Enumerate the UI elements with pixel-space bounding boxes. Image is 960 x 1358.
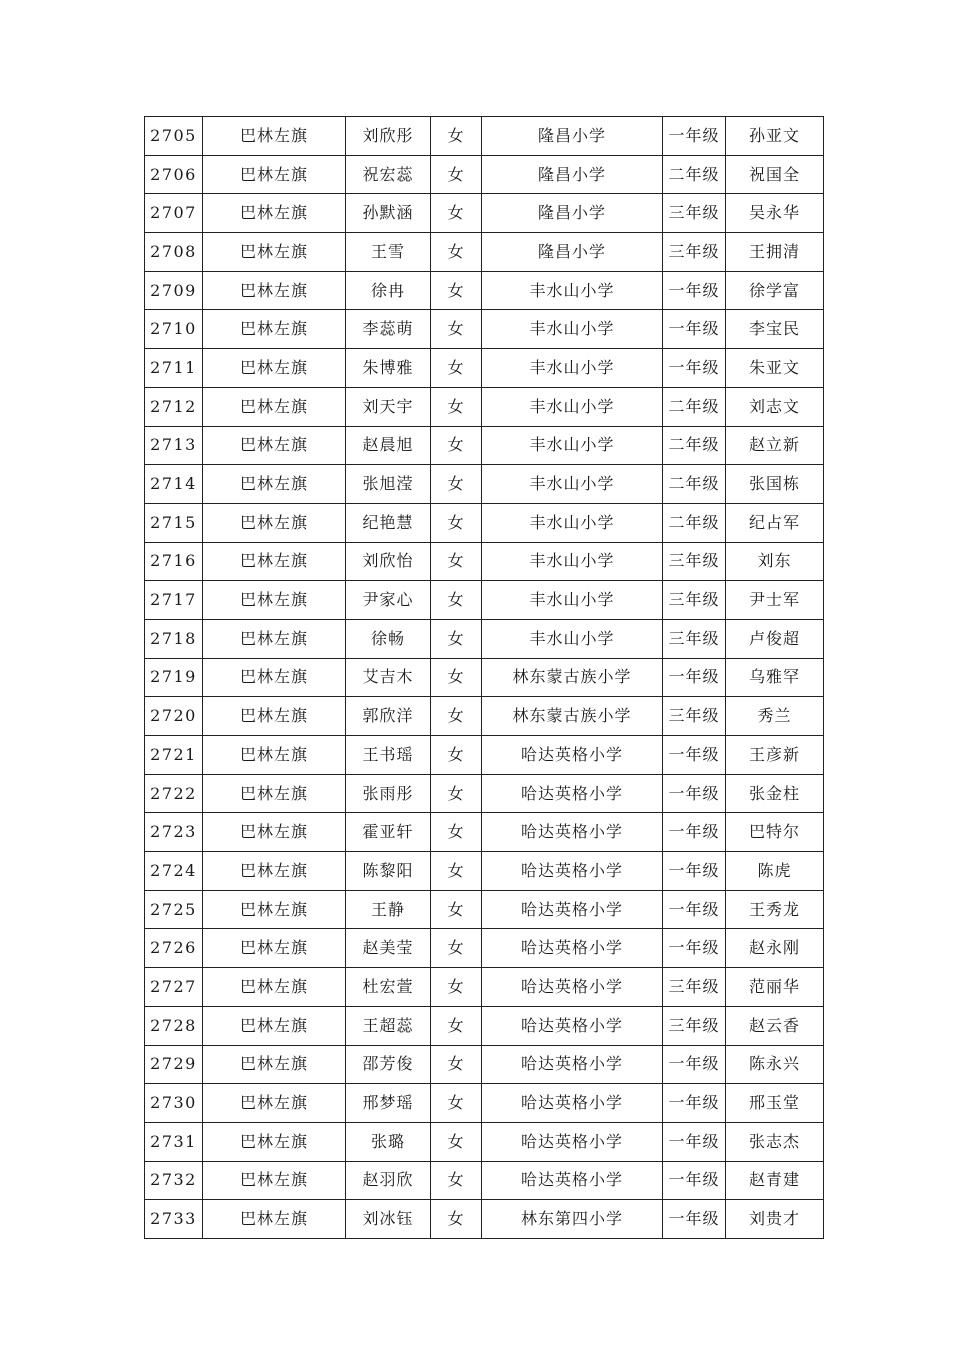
row-number: 2730 [145,1084,203,1123]
table-row [145,387,824,426]
table-row [145,1200,824,1239]
roster-table [144,116,824,1239]
grade-cell: 三年级 [663,1006,726,1045]
student-name-cell: 孙默涵 [346,194,431,233]
table-row [145,968,824,1007]
region-cell: 巴林左旗 [203,542,346,581]
school-cell: 丰水山小学 [482,271,663,310]
grade-cell: 一年级 [663,1161,726,1200]
table-row [145,155,824,194]
region-cell: 巴林左旗 [203,697,346,736]
table-row [145,426,824,465]
grade-cell: 一年级 [663,774,726,813]
grade-cell: 一年级 [663,736,726,775]
row-number: 2732 [145,1161,203,1200]
student-name-cell: 李蕊萌 [346,310,431,349]
region-cell: 巴林左旗 [203,349,346,388]
student-name-cell: 陈黎阳 [346,852,431,891]
grade-cell: 一年级 [663,929,726,968]
table-row [145,349,824,388]
student-name-cell: 张雨彤 [346,774,431,813]
region-cell: 巴林左旗 [203,465,346,504]
parent-name-cell: 秀兰 [726,697,824,736]
school-cell: 丰水山小学 [482,349,663,388]
row-number: 2716 [145,542,203,581]
student-name-cell: 徐畅 [346,619,431,658]
parent-name-cell: 王拥清 [726,233,824,272]
grade-cell: 二年级 [663,465,726,504]
school-cell: 哈达英格小学 [482,1006,663,1045]
gender-cell: 女 [431,155,482,194]
table-row [145,929,824,968]
student-name-cell: 张璐 [346,1122,431,1161]
student-name-cell: 刘天宇 [346,387,431,426]
gender-cell: 女 [431,929,482,968]
table-row [145,1006,824,1045]
grade-cell: 二年级 [663,503,726,542]
grade-cell: 三年级 [663,619,726,658]
student-name-cell: 朱博雅 [346,349,431,388]
grade-cell: 一年级 [663,1122,726,1161]
student-name-cell: 王超蕊 [346,1006,431,1045]
parent-name-cell: 尹士军 [726,581,824,620]
row-number: 2713 [145,426,203,465]
gender-cell: 女 [431,968,482,1007]
gender-cell: 女 [431,503,482,542]
student-name-cell: 张旭滢 [346,465,431,504]
row-number: 2706 [145,155,203,194]
parent-name-cell: 邢玉堂 [726,1084,824,1123]
region-cell: 巴林左旗 [203,271,346,310]
parent-name-cell: 范丽华 [726,968,824,1007]
region-cell: 巴林左旗 [203,1122,346,1161]
parent-name-cell: 刘志文 [726,387,824,426]
school-cell: 丰水山小学 [482,426,663,465]
school-cell: 丰水山小学 [482,465,663,504]
table-row [145,233,824,272]
table-row [145,503,824,542]
school-cell: 哈达英格小学 [482,852,663,891]
gender-cell: 女 [431,736,482,775]
row-number: 2712 [145,387,203,426]
table-row [145,194,824,233]
region-cell: 巴林左旗 [203,194,346,233]
table-row [145,852,824,891]
school-cell: 丰水山小学 [482,619,663,658]
school-cell: 林东第四小学 [482,1200,663,1239]
table-row [145,1045,824,1084]
grade-cell: 三年级 [663,968,726,1007]
grade-cell: 二年级 [663,426,726,465]
table-row [145,117,824,156]
school-cell: 隆昌小学 [482,233,663,272]
table-row [145,774,824,813]
row-number: 2718 [145,619,203,658]
school-cell: 丰水山小学 [482,387,663,426]
gender-cell: 女 [431,697,482,736]
school-cell: 哈达英格小学 [482,968,663,1007]
parent-name-cell: 孙亚文 [726,117,824,156]
grade-cell: 三年级 [663,233,726,272]
row-number: 2710 [145,310,203,349]
table-row [145,310,824,349]
grade-cell: 一年级 [663,117,726,156]
parent-name-cell: 吴永华 [726,194,824,233]
table-row [145,1161,824,1200]
grade-cell: 一年级 [663,658,726,697]
gender-cell: 女 [431,117,482,156]
row-number: 2733 [145,1200,203,1239]
student-name-cell: 徐冉 [346,271,431,310]
table-row [145,271,824,310]
parent-name-cell: 朱亚文 [726,349,824,388]
parent-name-cell: 刘东 [726,542,824,581]
table-row [145,1084,824,1123]
region-cell: 巴林左旗 [203,426,346,465]
region-cell: 巴林左旗 [203,1045,346,1084]
grade-cell: 一年级 [663,852,726,891]
region-cell: 巴林左旗 [203,1084,346,1123]
region-cell: 巴林左旗 [203,233,346,272]
table-row [145,619,824,658]
grade-cell: 一年级 [663,349,726,388]
parent-name-cell: 王秀龙 [726,890,824,929]
school-cell: 丰水山小学 [482,542,663,581]
student-name-cell: 霍亚轩 [346,813,431,852]
grade-cell: 三年级 [663,542,726,581]
parent-name-cell: 王彦新 [726,736,824,775]
student-name-cell: 王书瑶 [346,736,431,775]
student-name-cell: 邢梦瑶 [346,1084,431,1123]
region-cell: 巴林左旗 [203,503,346,542]
school-cell: 哈达英格小学 [482,1122,663,1161]
grade-cell: 一年级 [663,813,726,852]
table-row [145,658,824,697]
grade-cell: 二年级 [663,155,726,194]
region-cell: 巴林左旗 [203,117,346,156]
row-number: 2708 [145,233,203,272]
row-number: 2705 [145,117,203,156]
grade-cell: 一年级 [663,271,726,310]
row-number: 2725 [145,890,203,929]
gender-cell: 女 [431,194,482,233]
parent-name-cell: 纪占军 [726,503,824,542]
gender-cell: 女 [431,465,482,504]
parent-name-cell: 陈虎 [726,852,824,891]
school-cell: 隆昌小学 [482,194,663,233]
school-cell: 哈达英格小学 [482,1161,663,1200]
grade-cell: 三年级 [663,697,726,736]
student-name-cell: 赵美莹 [346,929,431,968]
gender-cell: 女 [431,426,482,465]
student-name-cell: 赵羽欣 [346,1161,431,1200]
table-row [145,697,824,736]
parent-name-cell: 赵青建 [726,1161,824,1200]
school-cell: 哈达英格小学 [482,813,663,852]
parent-name-cell: 巴特尔 [726,813,824,852]
row-number: 2726 [145,929,203,968]
table-row [145,465,824,504]
table-row [145,736,824,775]
row-number: 2728 [145,1006,203,1045]
grade-cell: 一年级 [663,1200,726,1239]
parent-name-cell: 赵永刚 [726,929,824,968]
student-name-cell: 艾吉木 [346,658,431,697]
row-number: 2723 [145,813,203,852]
gender-cell: 女 [431,271,482,310]
school-cell: 哈达英格小学 [482,929,663,968]
row-number: 2731 [145,1122,203,1161]
student-name-cell: 杜宏萱 [346,968,431,1007]
student-name-cell: 郭欣洋 [346,697,431,736]
student-name-cell: 刘冰钰 [346,1200,431,1239]
table-row [145,890,824,929]
parent-name-cell: 张国栋 [726,465,824,504]
student-name-cell: 邵芳俊 [346,1045,431,1084]
table-row [145,581,824,620]
grade-cell: 一年级 [663,1084,726,1123]
school-cell: 丰水山小学 [482,310,663,349]
grade-cell: 二年级 [663,387,726,426]
region-cell: 巴林左旗 [203,619,346,658]
gender-cell: 女 [431,349,482,388]
gender-cell: 女 [431,619,482,658]
school-cell: 林东蒙古族小学 [482,697,663,736]
roster-body [145,117,824,1239]
gender-cell: 女 [431,890,482,929]
row-number: 2717 [145,581,203,620]
school-cell: 隆昌小学 [482,155,663,194]
gender-cell: 女 [431,581,482,620]
region-cell: 巴林左旗 [203,310,346,349]
school-cell: 丰水山小学 [482,581,663,620]
school-cell: 林东蒙古族小学 [482,658,663,697]
student-name-cell: 尹家心 [346,581,431,620]
parent-name-cell: 张志杰 [726,1122,824,1161]
region-cell: 巴林左旗 [203,968,346,1007]
row-number: 2714 [145,465,203,504]
row-number: 2721 [145,736,203,775]
region-cell: 巴林左旗 [203,852,346,891]
gender-cell: 女 [431,233,482,272]
region-cell: 巴林左旗 [203,581,346,620]
gender-cell: 女 [431,1161,482,1200]
gender-cell: 女 [431,310,482,349]
school-cell: 哈达英格小学 [482,1084,663,1123]
parent-name-cell: 卢俊超 [726,619,824,658]
region-cell: 巴林左旗 [203,1200,346,1239]
region-cell: 巴林左旗 [203,1006,346,1045]
parent-name-cell: 陈永兴 [726,1045,824,1084]
gender-cell: 女 [431,1200,482,1239]
region-cell: 巴林左旗 [203,155,346,194]
gender-cell: 女 [431,1084,482,1123]
gender-cell: 女 [431,542,482,581]
grade-cell: 三年级 [663,581,726,620]
region-cell: 巴林左旗 [203,736,346,775]
table-row [145,542,824,581]
gender-cell: 女 [431,658,482,697]
student-name-cell: 王雪 [346,233,431,272]
row-number: 2729 [145,1045,203,1084]
region-cell: 巴林左旗 [203,1161,346,1200]
region-cell: 巴林左旗 [203,658,346,697]
school-cell: 哈达英格小学 [482,890,663,929]
student-name-cell: 刘欣彤 [346,117,431,156]
gender-cell: 女 [431,852,482,891]
row-number: 2707 [145,194,203,233]
parent-name-cell: 赵立新 [726,426,824,465]
parent-name-cell: 祝国全 [726,155,824,194]
grade-cell: 一年级 [663,1045,726,1084]
row-number: 2719 [145,658,203,697]
gender-cell: 女 [431,1006,482,1045]
grade-cell: 一年级 [663,890,726,929]
parent-name-cell: 刘贵才 [726,1200,824,1239]
table-row [145,1122,824,1161]
student-name-cell: 祝宏蕊 [346,155,431,194]
school-cell: 哈达英格小学 [482,736,663,775]
row-number: 2720 [145,697,203,736]
region-cell: 巴林左旗 [203,387,346,426]
grade-cell: 一年级 [663,310,726,349]
region-cell: 巴林左旗 [203,813,346,852]
student-name-cell: 赵晨旭 [346,426,431,465]
student-name-cell: 纪艳慧 [346,503,431,542]
gender-cell: 女 [431,1045,482,1084]
parent-name-cell: 张金柱 [726,774,824,813]
school-cell: 哈达英格小学 [482,774,663,813]
row-number: 2709 [145,271,203,310]
region-cell: 巴林左旗 [203,890,346,929]
gender-cell: 女 [431,813,482,852]
row-number: 2724 [145,852,203,891]
parent-name-cell: 李宝民 [726,310,824,349]
parent-name-cell: 乌雅罕 [726,658,824,697]
row-number: 2715 [145,503,203,542]
grade-cell: 三年级 [663,194,726,233]
region-cell: 巴林左旗 [203,929,346,968]
gender-cell: 女 [431,774,482,813]
student-name-cell: 刘欣怡 [346,542,431,581]
school-cell: 哈达英格小学 [482,1045,663,1084]
row-number: 2722 [145,774,203,813]
region-cell: 巴林左旗 [203,774,346,813]
table-row [145,813,824,852]
parent-name-cell: 徐学富 [726,271,824,310]
row-number: 2711 [145,349,203,388]
row-number: 2727 [145,968,203,1007]
school-cell: 隆昌小学 [482,117,663,156]
parent-name-cell: 赵云香 [726,1006,824,1045]
school-cell: 丰水山小学 [482,503,663,542]
gender-cell: 女 [431,1122,482,1161]
gender-cell: 女 [431,387,482,426]
student-name-cell: 王静 [346,890,431,929]
